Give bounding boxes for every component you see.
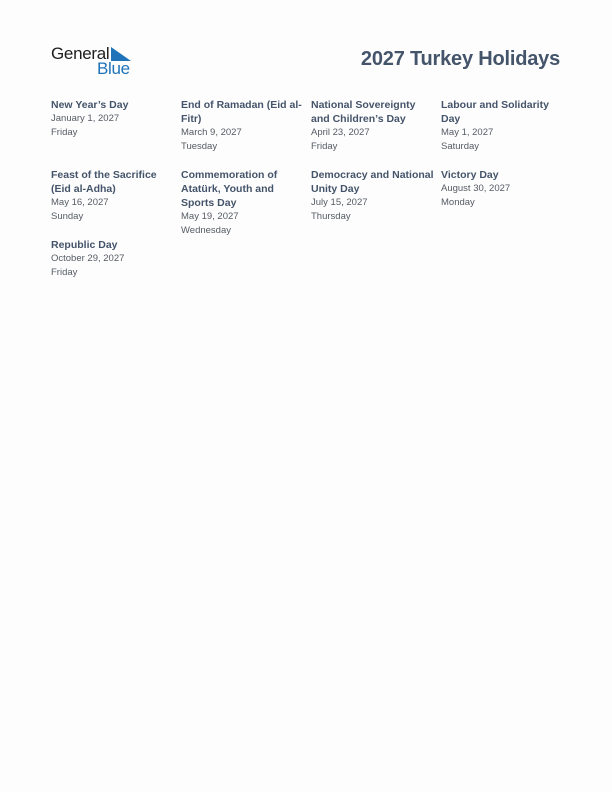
holiday-weekday: Wednesday [181, 224, 231, 236]
holiday-entry [51, 238, 175, 279]
holiday-name: New Year’s Day [51, 99, 129, 111]
holiday-date: May 1, 2027 [441, 127, 494, 138]
holiday-weekday: Tuesday [181, 140, 218, 152]
holiday-weekday: Friday [51, 266, 78, 278]
holiday-weekday: Friday [51, 126, 78, 138]
holiday-weekday: Sunday [51, 210, 84, 222]
holiday-name: National Sovereignty and Children’s Day [311, 99, 416, 125]
holiday-name: End of Ramadan (Eid al-Fitr) [181, 99, 302, 125]
holiday-date: May 19, 2027 [181, 211, 239, 222]
page-title: 2027 Turkey Holidays [360, 48, 560, 70]
holiday-date: August 30, 2027 [441, 183, 511, 194]
holiday-entry [311, 98, 435, 153]
logo-text-general: General [51, 44, 110, 63]
holiday-weekday: Saturday [441, 140, 480, 152]
holiday-name: Republic Day [51, 239, 118, 251]
holiday-date: October 29, 2027 [51, 253, 125, 264]
holiday-weekday: Monday [441, 196, 475, 208]
holiday-entry [311, 168, 435, 223]
holiday-date: March 9, 2027 [181, 127, 242, 138]
holiday-name: Democracy and National Unity Day [311, 169, 434, 195]
generalblue-logo [51, 44, 141, 78]
holiday-entry [441, 168, 565, 209]
holiday-weekday: Thursday [311, 210, 351, 222]
holiday-weekday: Friday [311, 140, 338, 152]
holiday-name: Feast of the Sacrifice (Eid al-Adha) [51, 169, 157, 195]
logo-text-blue: Blue [97, 59, 130, 78]
holiday-entry [51, 168, 175, 223]
holiday-date: January 1, 2027 [51, 113, 120, 124]
holiday-date: April 23, 2027 [311, 127, 370, 138]
holiday-name: Victory Day [441, 169, 499, 181]
holiday-entry [51, 98, 175, 139]
holiday-date: July 15, 2027 [311, 197, 368, 208]
holiday-entry [441, 98, 565, 153]
holiday-entry [181, 168, 305, 237]
holiday-date: May 16, 2027 [51, 197, 109, 208]
holiday-entry [181, 98, 305, 153]
holiday-name: Labour and Solidarity Day [441, 99, 549, 125]
holiday-name: Commemoration of Atatürk, Youth and Sports Day [181, 169, 278, 209]
